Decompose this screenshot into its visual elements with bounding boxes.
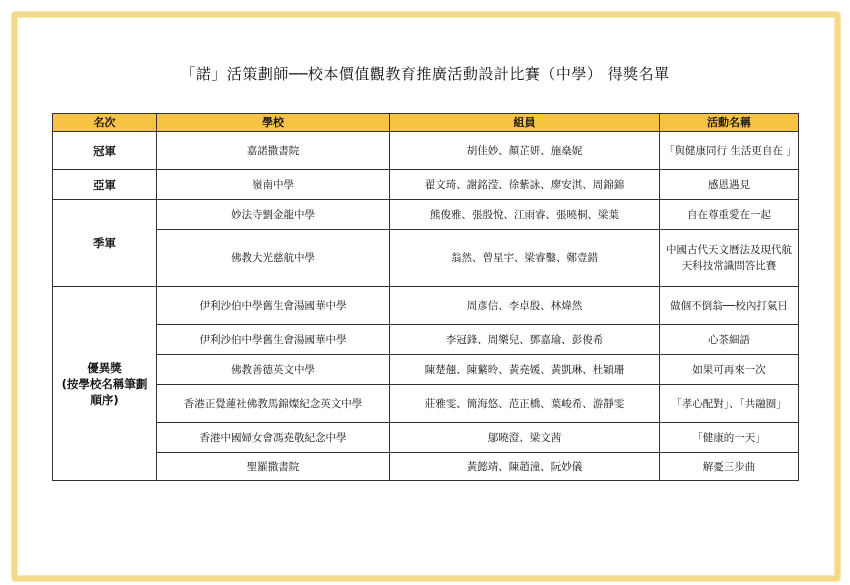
merit-note-end: 順序)	[90, 392, 119, 407]
header-activity: 活動名稱	[660, 114, 799, 132]
header-school: 學校	[157, 114, 390, 132]
school-cell: 香港中國婦女會馮堯敬紀念中學	[157, 423, 390, 453]
table-header-row	[53, 114, 799, 132]
rank-second-runner-up: 季軍	[53, 200, 157, 287]
school-cell: 妙法寺劉金龍中學	[157, 200, 390, 230]
members-cell: 熊俊雅、張殷悅、江雨睿、張曉桐、梁葉	[390, 200, 660, 230]
table-row	[53, 355, 799, 385]
table-row	[53, 423, 799, 453]
school-cell: 伊利沙伯中學舊生會湯國華中學	[157, 287, 390, 325]
rank-first-runner-up: 亞軍	[53, 170, 157, 200]
activity-cell: 「與健康同行 生活更自在 」	[660, 132, 799, 170]
members-cell: 翟文琦、謝銘滢、徐紫詠、廖安淇、周錦錦	[390, 170, 660, 200]
members-cell: 黃懿靖、陳趙潼、阮妙儀	[390, 453, 660, 481]
table-row	[53, 325, 799, 355]
activity-cell: 中國古代天文曆法及現代航天科技常識問答比賽	[660, 230, 799, 287]
school-cell: 嶺南中學	[157, 170, 390, 200]
awards-table	[52, 113, 799, 481]
table-row	[53, 230, 799, 287]
activity-cell: 自在尊重愛在一起	[660, 200, 799, 230]
school-cell: 嘉諾撒書院	[157, 132, 390, 170]
activity-cell: 心茶細語	[660, 325, 799, 355]
members-cell: 莊雅雯、簡海悠、范正橋、葉峻希、游靜雯	[390, 385, 660, 423]
table-row	[53, 287, 799, 325]
header-members: 組員	[390, 114, 660, 132]
merit-note: (按學校名稱筆劃	[61, 376, 148, 391]
merit-label: 優異獎	[87, 360, 122, 375]
activity-cell: 「孝心配對」、「共融圈」	[660, 385, 799, 423]
activity-cell: 做個不倒翁──校內打氣日	[660, 287, 799, 325]
school-cell: 伊利沙伯中學舊生會湯國華中學	[157, 325, 390, 355]
activity-cell: 如果可再來一次	[660, 355, 799, 385]
members-cell: 周彥信、李卓殷、林煒然	[390, 287, 660, 325]
members-cell: 李冠鋒、周樂兒、鄧嘉瑜、彭俊希	[390, 325, 660, 355]
members-cell: 翁然、曾星宇、梁睿鑿、鄭壹錯	[390, 230, 660, 287]
activity-cell: 「健康的一天」	[660, 423, 799, 453]
table-row	[53, 132, 799, 170]
school-cell: 佛教善德英文中學	[157, 355, 390, 385]
page-title: 「諾」活策劃師──校本價值觀教育推廣活動設計比賽（中學） 得獎名單	[180, 65, 670, 83]
rank-merit	[53, 287, 157, 481]
school-cell: 聖羅撒書院	[157, 453, 390, 481]
activity-cell: 感恩遇見	[660, 170, 799, 200]
members-cell: 鄔曉澄、梁文茜	[390, 423, 660, 453]
school-cell: 香港正覺蓮社佛教馬錦燦紀念英文中學	[157, 385, 390, 423]
school-cell: 佛教大光慈航中學	[157, 230, 390, 287]
table-row	[53, 200, 799, 230]
table-row	[53, 453, 799, 481]
activity-cell: 解憂三步曲	[660, 453, 799, 481]
table-row	[53, 385, 799, 423]
header-rank: 名次	[53, 114, 157, 132]
table-row	[53, 170, 799, 200]
members-cell: 陳楚翹、陳蘩昤、黃堯媛、黃凱琳、杜穎珊	[390, 355, 660, 385]
members-cell: 胡佳妙、顏芷妍、施燊妮	[390, 132, 660, 170]
rank-champion: 冠軍	[53, 132, 157, 170]
